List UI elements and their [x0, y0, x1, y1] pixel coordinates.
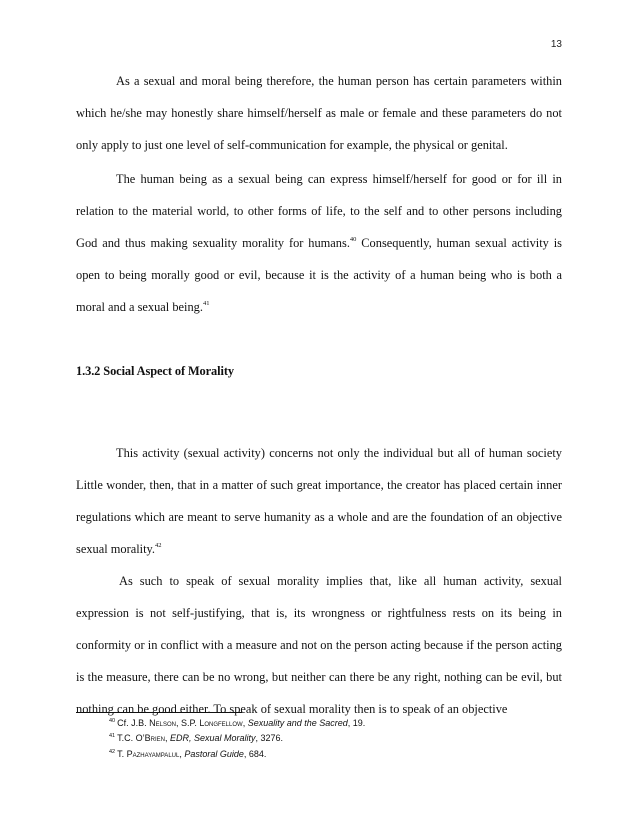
paragraph-1: As a sexual and moral being therefore, the human person has certain parameters within which he/she may honestly share himself/herself as male or female and these parameters do not only apply to just one level of self-communication for example, the physical or genital. — [76, 74, 562, 152]
footnote-ref-41: 41 — [202, 299, 210, 307]
footnote-text: , 684. — [243, 748, 267, 759]
footnote-text: , 3276. — [255, 733, 284, 744]
paragraph-3-text: This activity (sexual activity) concerns not only the individual but all of human society Little wonder, then, that in a matter of such great importance, the creator has placed certain inner regulations which are meant to serve humanity as a whole and are the foundation of an objective sexual morality. — [76, 446, 562, 556]
footnote-text: , S.P. L — [175, 718, 205, 728]
footnote-title: Pastoral Guide — [184, 748, 244, 759]
footnote-number: 40 — [109, 718, 116, 724]
paragraph-3 — [76, 438, 562, 566]
paragraph-4: As such to speak of sexual morality implies that, like all human activity, sexual expression is not self-justifying, that is, its wrongness or rightfulness rests on its being in conformity or in conflict with a measure and not on the person acting because if the person acting is the measure, there can be no wrong, but neither can there be any right, nothing can be evil, but nothing can be good either. To speak of sexual morality then is to speak of an objective — [76, 574, 562, 716]
footnote-text: , — [242, 718, 248, 728]
footnote-author-smallcaps: elson — [155, 718, 176, 728]
footnote-text: T.C. O’B — [117, 733, 151, 744]
footnote-text: Cf. J.B. N — [117, 718, 156, 728]
footnote-title: EDR, Sexual Morality — [170, 733, 256, 744]
footnote-ref-42: 42 — [155, 541, 162, 549]
footnote-text: , 19. — [347, 718, 366, 728]
footnote-42 — [109, 747, 365, 762]
footnote-41 — [109, 731, 365, 746]
footnote-separator — [76, 712, 242, 713]
section-heading: 1.3.2 Social Aspect of Morality — [76, 364, 234, 378]
footnote-author-smallcaps: azhayampalul — [132, 748, 180, 759]
footnote-title: Sexuality and the Sacred — [247, 718, 348, 728]
paragraph-2-text-a: The human being as a sexual being can express himself/herself for good or for ill in relation to the material world, to other forms of life, to the self and to other persons including God and thus making sexuality morality for humans. — [76, 172, 562, 250]
footnote-text: , — [164, 733, 170, 744]
page-number: 13 — [550, 39, 562, 50]
footnote-number: 41 — [109, 733, 116, 740]
footnotes-list — [109, 716, 365, 762]
footnote-author-smallcaps: ongfellow — [204, 718, 243, 728]
footnote-40 — [109, 716, 365, 731]
footnote-ref-40: 40 — [349, 235, 357, 243]
footnote-text: T. P — [117, 748, 133, 759]
paragraph-2 — [76, 164, 562, 324]
footnote-author-smallcaps: rien — [150, 733, 165, 744]
paragraph-2-text-b: Consequently, human sexual activity is open to being morally good or evil, because it is the activity of a human being who is both a moral and a sexual being. — [76, 235, 562, 314]
footnote-number: 42 — [109, 748, 116, 755]
footnote-text: , — [179, 748, 185, 759]
